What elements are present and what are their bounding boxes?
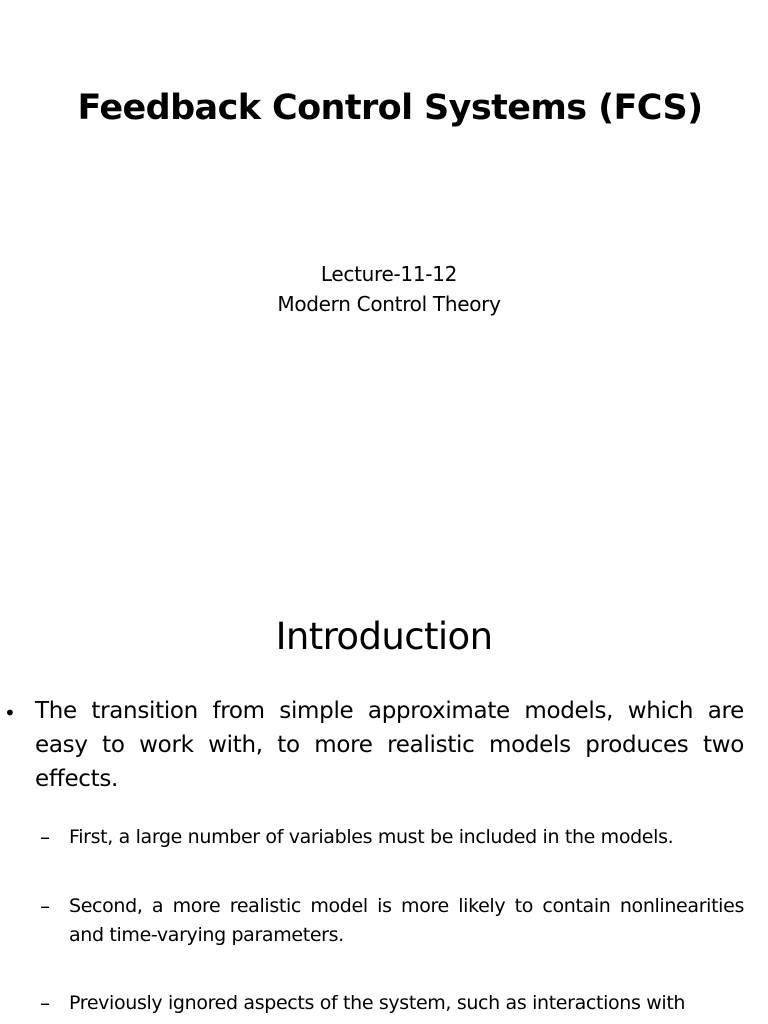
sub-item-text: First, a large number of variables must be included in the models.: [69, 826, 674, 848]
section-heading: Introduction: [275, 615, 493, 658]
dash-mark: –: [40, 991, 50, 1015]
sub-item-text: Previously ignored aspects of the system, such as interactions with: [69, 992, 686, 1014]
slide-title: Feedback Control Systems (FCS): [77, 88, 703, 128]
sub-item-text: Second, a more realistic model is more likely to contain nonlinearities and time-varying parameters.: [69, 895, 744, 946]
bullet-text: The transition from simple approximate models, which are easy to work with, to more realistic models produces two effects.: [35, 698, 744, 792]
dash-mark: –: [40, 825, 50, 849]
bullet-mark: •: [4, 701, 16, 725]
dash-mark: –: [40, 894, 50, 918]
slide-subtitle: [0, 259, 768, 319]
lecture-number: Lecture-11-12: [320, 262, 458, 286]
lecture-topic: Modern Control Theory: [277, 292, 501, 316]
